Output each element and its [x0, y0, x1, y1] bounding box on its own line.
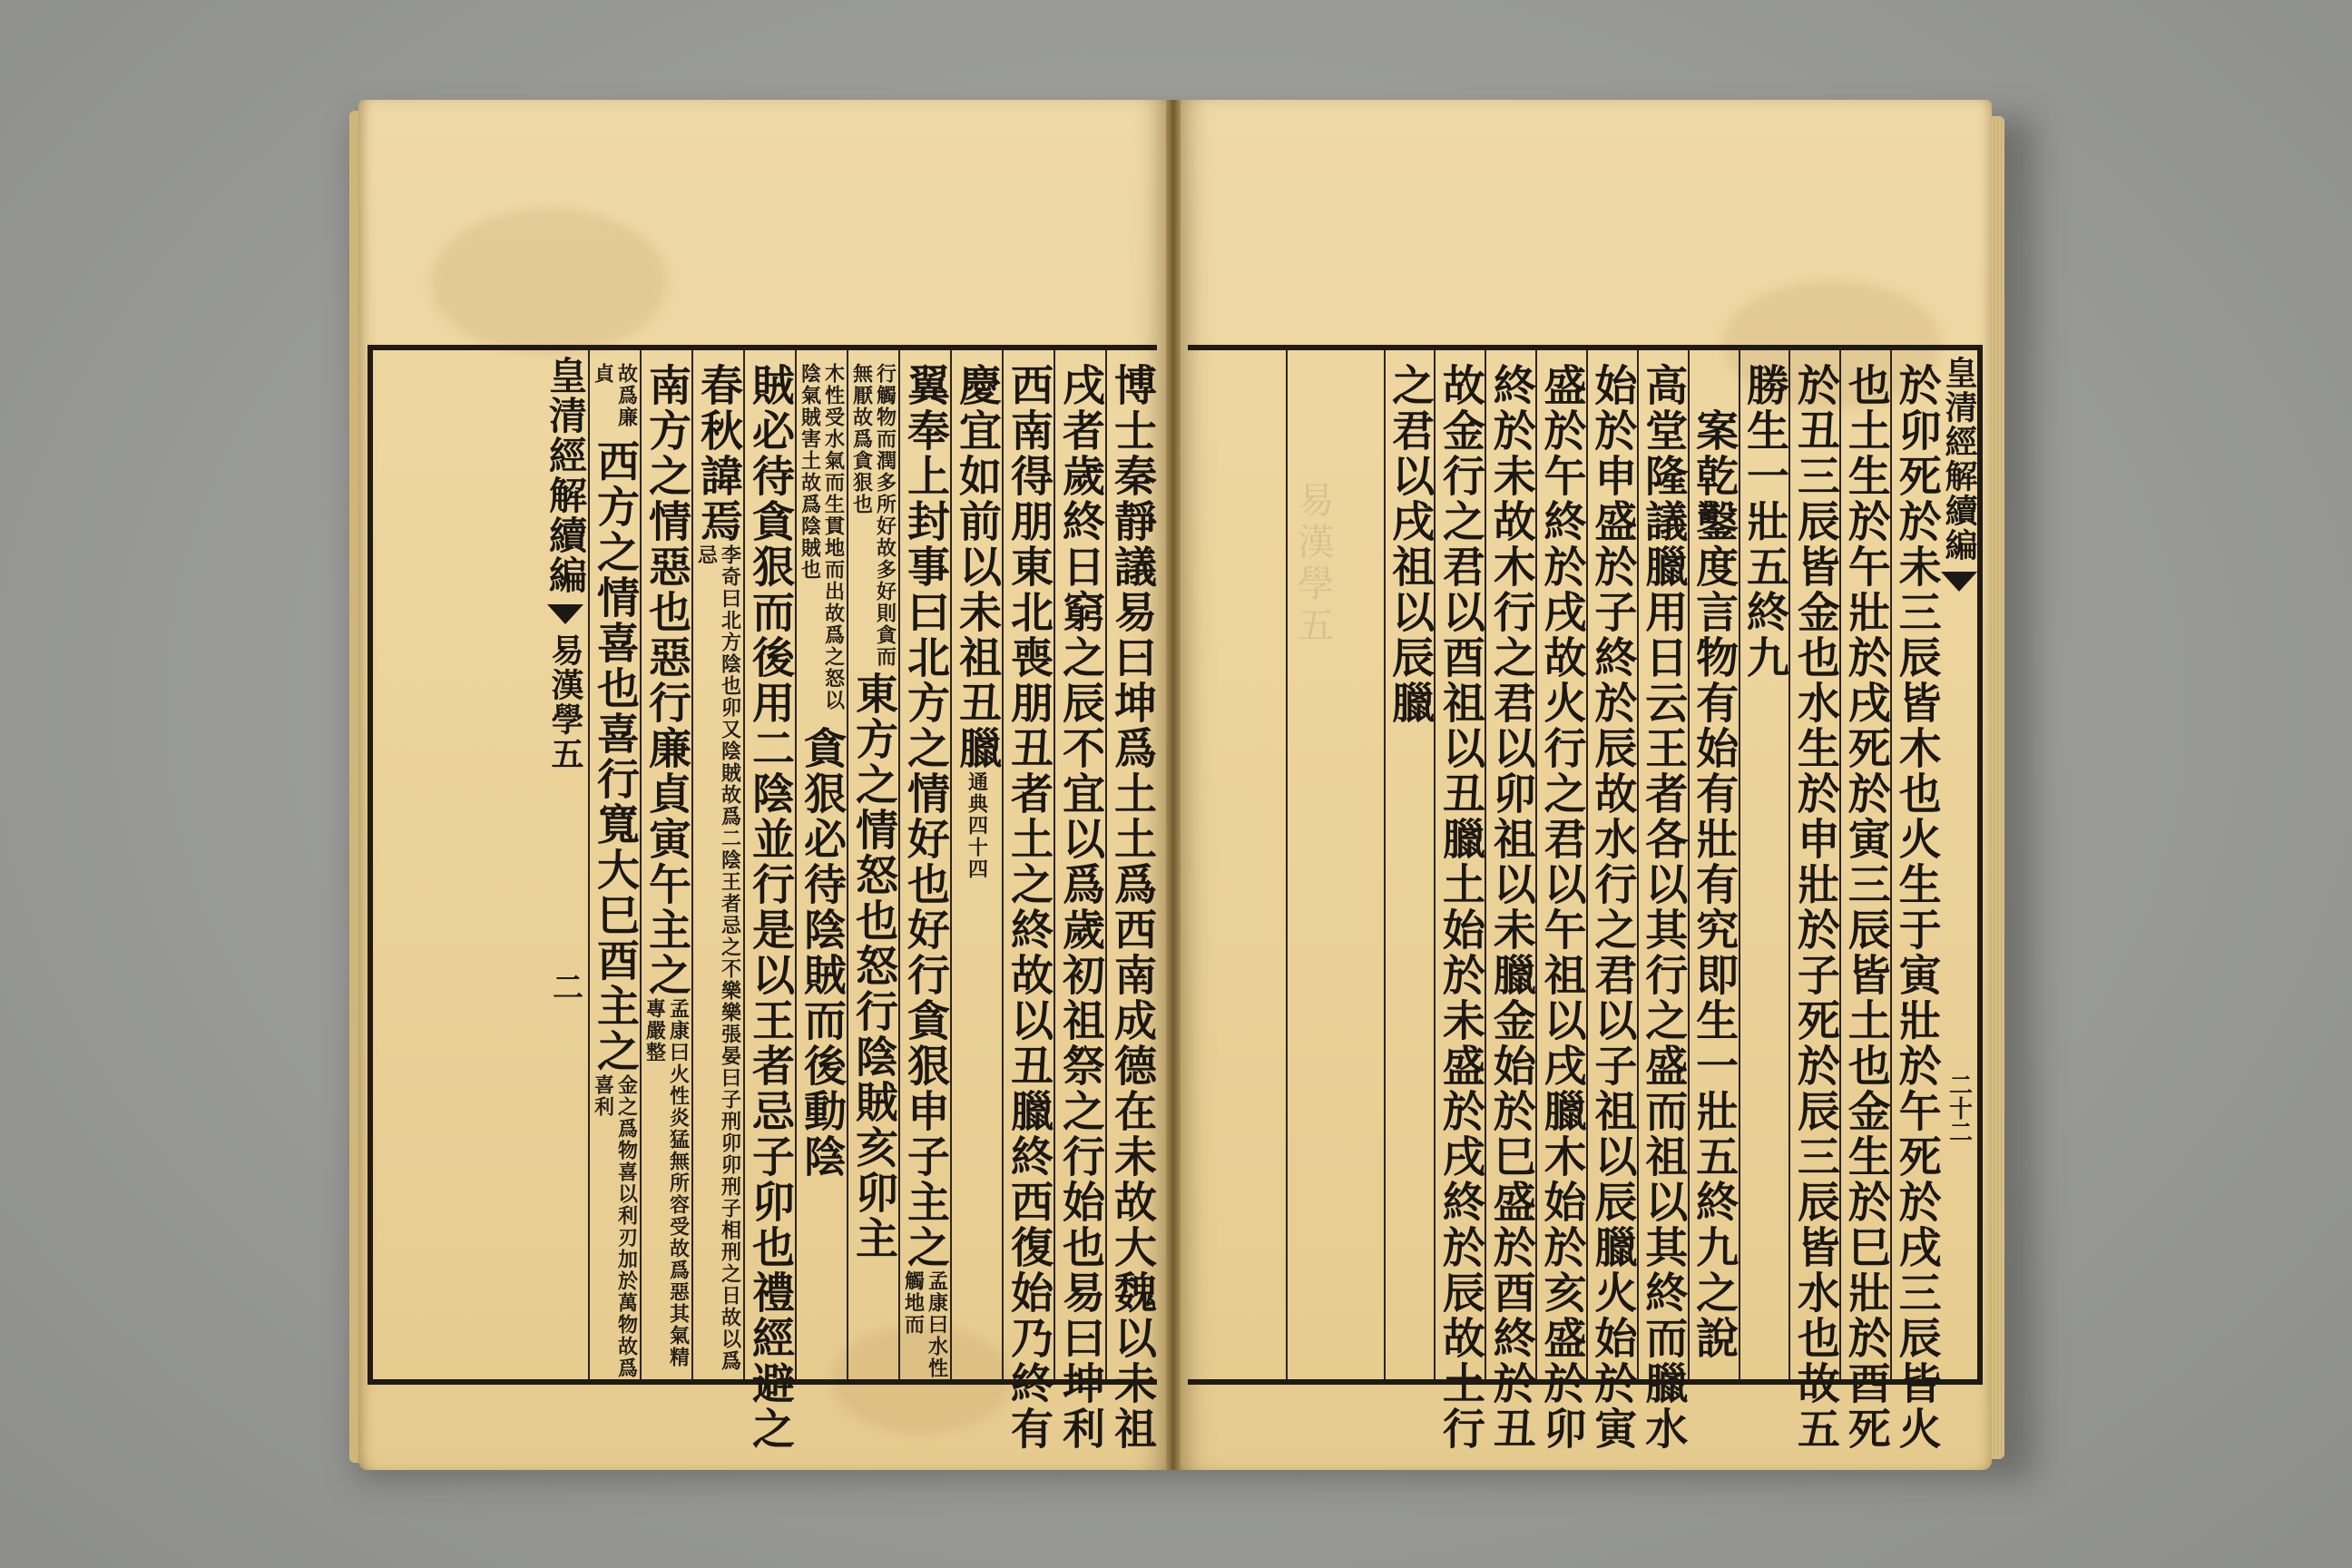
column-text: 貪狠必待陰賊而後動陰 — [797, 726, 847, 1180]
bleed-through-text: 易漢學五 — [1292, 481, 1334, 982]
column-text: 春秋諱焉 — [693, 363, 743, 544]
text-column — [691, 350, 743, 1379]
column-text: 之君以戌祖以辰臘 — [1384, 363, 1435, 726]
margin-title: 皇清經解續編 — [544, 356, 588, 595]
column-note: 木性受水氣而生貫地而出故爲之怒以陰氣賊害土故爲陰賊也 — [798, 363, 846, 711]
paper-stain — [431, 209, 667, 354]
column-text: 終於未故木行之君以卯祖以未臘金始於巳盛於酉終於丑 — [1485, 363, 1536, 1452]
text-column — [1788, 350, 1840, 1452]
book-gutter — [1166, 100, 1181, 1470]
left-columns — [373, 350, 1157, 1452]
right-page-edges — [1992, 116, 2004, 1459]
left-text-frame — [368, 345, 1157, 1452]
column-text: 於卯死於未三辰皆木也火生于寅壯於午死於戌三辰皆火 — [1891, 363, 1942, 1452]
text-column — [1002, 350, 1054, 1452]
column-text: 高堂隆議臘用日云王者各以其行之盛而祖以其終而臘水 — [1638, 363, 1689, 1452]
margin-title: 皇清經解續編 — [1940, 356, 1978, 563]
column-text: 盛於午終於戌故火行之君以午祖以戌臘木始於亥盛於卯 — [1536, 363, 1587, 1452]
empty-column — [1188, 350, 1286, 1379]
column-text: 也土生於午壯於戌死於寅三辰皆土也金生於巳壯於酉死 — [1840, 363, 1891, 1452]
page-number: 二 — [546, 971, 583, 1002]
column-text: 南方之情惡也惡行廉貞寅午主之 — [642, 363, 691, 998]
column-note: 李奇曰北方陰也卯又陰賊故爲二陰王者忌之不樂樂張晏曰子刑卯卯刑子相刑之日故以爲忌 — [694, 544, 742, 1372]
column-text: 故金行之君以酉祖以丑臘土始於未盛於戌終於辰故土行 — [1435, 363, 1485, 1452]
margin-section: 易漢學五 — [546, 633, 584, 771]
page-number: 二十二 — [1945, 1073, 1973, 1143]
column-note: 孟康曰水性觸地而 — [901, 1270, 949, 1379]
column-text: 戌者歲終日窮之辰不宜以爲歲初祖祭之行始也易曰坤利 — [1055, 363, 1105, 1452]
text-column — [1586, 350, 1638, 1452]
column-text: 博士秦靜議易曰坤爲土土爲西南成德在未故大魏以未祖 — [1107, 363, 1157, 1452]
right-text-frame — [1188, 345, 1983, 1452]
text-column — [1535, 350, 1587, 1452]
text-column — [588, 350, 640, 1379]
column-text: 案乾鑿度言物有始有壯有究即生一壯五終九之說 — [1689, 363, 1740, 1361]
right-columns — [1188, 350, 1978, 1452]
column-note: 通典四十四 — [965, 771, 989, 880]
text-column — [1839, 350, 1891, 1452]
column-note: 行觸物而潤多所好故多好則貪而無厭故爲貪狠也 — [849, 363, 897, 668]
column-split — [952, 363, 1002, 771]
text-column — [1485, 350, 1536, 1452]
text-column — [898, 350, 950, 1379]
column-text: 於丑三辰皆金也水生於申壯於子死於辰三辰皆水也故五 — [1789, 363, 1840, 1452]
text-column — [847, 350, 898, 1379]
margin-column — [543, 350, 588, 1379]
column-text: 賊必待貪狠而後用二陰並行是以王者忌子卯也禮經避之 — [745, 363, 795, 1452]
empty-column — [1286, 350, 1384, 1379]
text-column — [1054, 350, 1105, 1452]
column-text: 西南得朋東北喪朋丑者土之終故以丑臘終西復始乃終有 — [1004, 363, 1054, 1452]
text-column — [1688, 350, 1739, 1379]
text-column — [1739, 350, 1789, 1379]
column-text: 翼奉上封事曰北方之情好也好行貪狠申子主之 — [900, 363, 950, 1270]
fish-tail-mark — [547, 604, 583, 624]
text-column — [1637, 350, 1689, 1452]
column-text: 始於申盛於子終於辰故水行之君以子祖以辰臘火始於寅 — [1587, 363, 1638, 1452]
column-text: 慶宜如前以未祖丑臘 — [952, 363, 1002, 771]
text-column — [1434, 350, 1485, 1452]
column-note: 孟康曰火性炎猛無所容受故爲惡其氣精專嚴整 — [642, 998, 691, 1368]
column-text: 東方之情怒也怒行陰賊亥卯主 — [848, 671, 898, 1261]
column-text: 西方之情喜也喜行寬大巳酉主之 — [590, 439, 640, 1074]
text-column — [1105, 350, 1157, 1452]
text-column — [743, 350, 795, 1452]
fish-tail-mark — [1941, 572, 1977, 592]
column-text: 勝生一壯五終九 — [1739, 363, 1789, 681]
text-column — [795, 350, 847, 1379]
text-column — [640, 350, 691, 1379]
text-column — [950, 350, 1002, 1379]
margin-column — [1941, 350, 1977, 1379]
column-note: 金之爲物喜以利刃加於萬物故爲喜利 — [591, 1074, 639, 1379]
column-note: 故爲廉貞 — [591, 363, 639, 428]
text-column — [1890, 350, 1942, 1452]
text-column — [1384, 350, 1435, 1379]
